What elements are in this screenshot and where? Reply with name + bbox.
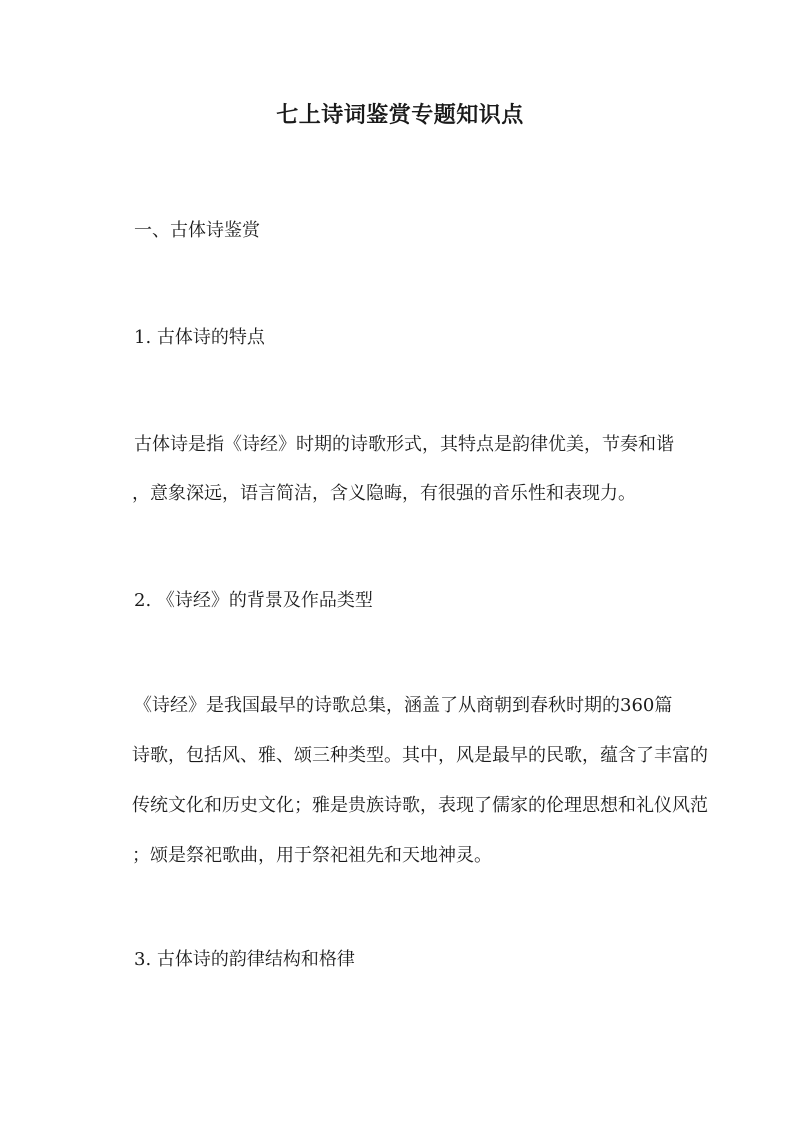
section-heading: 一、古体诗鉴赏 xyxy=(134,220,260,241)
paragraph-1-line-1: 古体诗是指《诗经》时期的诗歌形式，其特点是韵律优美，节奏和谐 xyxy=(134,434,674,455)
paragraph-2-line-4: ；颂是祭祀歌曲，用于祭祀祖先和天地神灵。 xyxy=(132,845,492,866)
page-title: 七上诗词鉴赏专题知识点 xyxy=(276,102,524,128)
subsection-heading-3: 3. 古体诗的韵律结构和格律 xyxy=(134,949,355,970)
paragraph-1-line-2: ，意象深远，语言简洁，含义隐晦，有很强的音乐性和表现力。 xyxy=(132,483,636,504)
paragraph-2-line-2: 诗歌，包括风、雅、颂三种类型。其中，风是最早的民歌，蕴含了丰富的 xyxy=(132,745,708,766)
subsection-heading-1: 1. 古体诗的特点 xyxy=(134,327,265,348)
subsection-heading-2: 2. 《诗经》的背景及作品类型 xyxy=(134,590,373,611)
paragraph-2-line-3: 传统文化和历史文化；雅是贵族诗歌，表现了儒家的伦理思想和礼仪风范 xyxy=(132,795,708,816)
paragraph-2-line-1: 《诗经》是我国最早的诗歌总集，涵盖了从商朝到春秋时期的360篇 xyxy=(134,695,673,716)
